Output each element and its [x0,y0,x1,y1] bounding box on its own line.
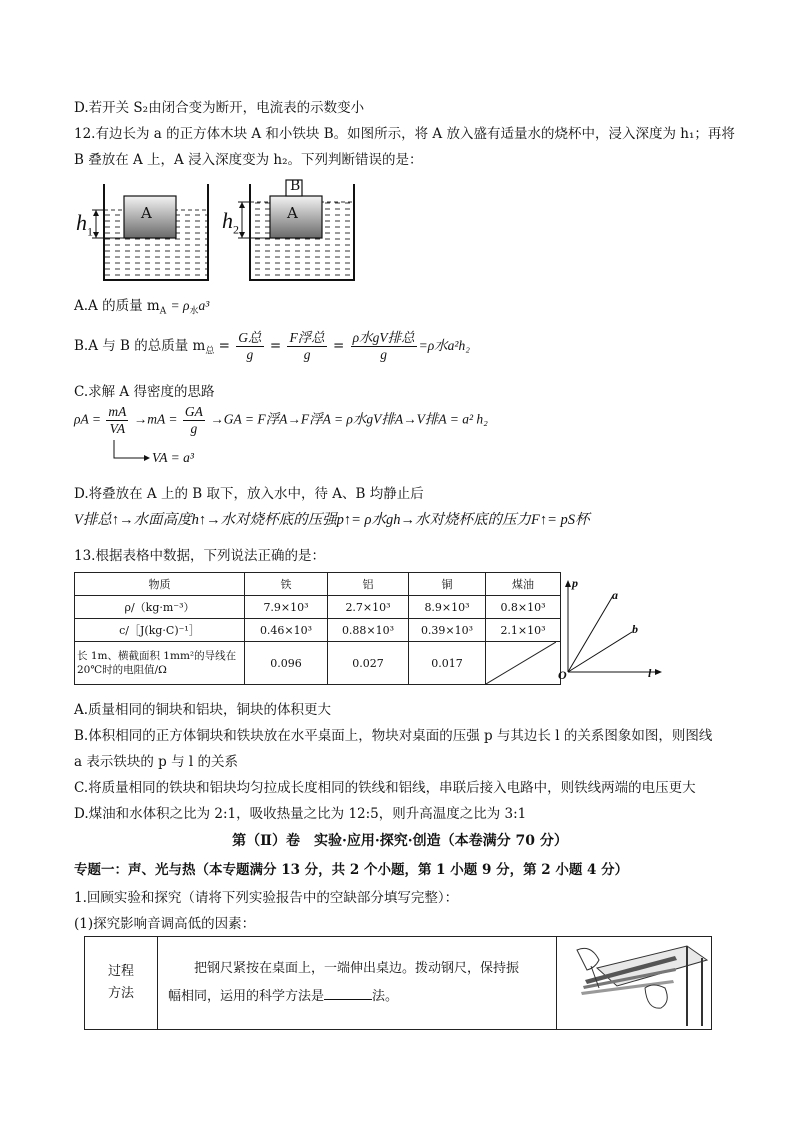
table-row: 长 1m、横截面积 1mm²的导线在 20℃时的电阻值/Ω 0.096 0.027 0.017 [75,642,561,685]
ruler-on-desk-illustration [557,938,711,1028]
line-b [568,632,632,672]
q12-option-a: A.A 的质量 $m_A = \rho_水a^3$ [74,298,210,317]
q13-stem: 13.根据表格中数据，下列说法正确的是： [74,548,325,564]
block-a-left-label: A [141,204,152,222]
q12-stem-line2: B 叠放在 A 上，A 浸入深度变为 h₂。下列判断错误的是： [74,152,423,168]
q13-option-a: A.质量相同的铜块和铝块，铜块的体积更大 [74,702,332,718]
beaker-right [238,180,354,280]
method-text: 把钢尺紧按在桌面上，一端伸出桌边。拨动钢尺，保持振 幅相同，运用的科学方法是 法。 [158,937,557,1030]
q13-option-b-line1: B.体积相同的正方体铜块和铁块放在水平桌面上，物块对桌面的压强 p 与其边长 l 的关系图象如图，则图线 [74,728,713,744]
q12-option-b: B.A 与 B 的总质量 $m_总$ = $\frac{\text{G总}}{g}$ = $\frac{\text{F浮总}}{g}$ = $\frac{\text{ρ水gV排总}}{g}$ =ρ水a²h₂ [74,330,470,362]
graph-origin: O [558,668,567,682]
q12-option-d: D.将叠放在 A 上的 B 取下，放入水中，待 A、B 均静止后 [74,486,424,502]
q11-option-d: D.若开关 S₂由闭合变为断开，电流表的示数变小 [74,100,365,116]
q1-sub1: (1)探究影响音调高低的因素： [74,916,256,932]
table-row [85,937,712,1030]
table-row: 物质 铁 铝 铜 煤油 [75,573,561,596]
q13-option-d: D.煤油和水体积之比为 2:1，吸收热量之比为 12:5，则升高温度之比为 3:1 [74,806,527,822]
empty-cell [486,642,561,685]
method-label: 过程方法 [85,937,158,1030]
answer-blank[interactable] [324,985,372,1000]
q12-option-c-chain: ρA = $\frac{mA}{VA}$ →mA = $\frac{GA}{g}$ →GA = F浮A→F浮A = ρ水gV排A→V排A = a² h₂ [74,404,488,436]
q12-option-d-chain: V排总↑→水面高度h↑→水对烧杯底的压强p↑= ρ水gh→水对烧杯底的压力F↑= pS杯 [74,512,590,528]
q1-stem: 1.回顾实验和探究（请将下列实验报告中的空缺部分填写完整）： [74,890,459,906]
q13-table [74,572,561,685]
block-b-label: B [290,178,301,194]
h1-label: $h_1$ [76,210,93,239]
q13-option-c: C.将质量相同的铁块和铝块均匀拉成长度相同的铁线和铝线，串联后接入电路中，则铁线两端的电压更大 [74,780,696,796]
part2-title: 第（Ⅱ）卷 实验·应用·探究·创造（本卷满分 70 分） [232,833,568,849]
block-a-right-label: A [287,204,298,222]
q12-stem-line1: 12.有边长为 a 的正方体木块 A 和小铁块 B。如图所示，将 A 放入盛有适量水的烧杯中，浸入深度为 h₁；再将 [74,126,735,142]
table-row: ρ/（kg·m⁻³） 7.9×10³ 2.7×10³ 8.9×10³ 0.8×10³ [75,596,561,619]
graph-line-a-label: a [612,588,618,602]
graph-xlabel: l [648,666,652,680]
graph-ylabel: p [572,576,578,590]
topic1-title: 专题一：声、光与热（本专题满分 13 分，共 2 个小题，第 1 小题 9 分，第 2 小题 4 分） [74,862,629,878]
q12-option-c: C.求解 A 得密度的思路 [74,384,215,400]
branch-arrow [112,440,152,464]
graph-line-b-label: b [632,622,638,636]
table-row: c/［J(kg·C)⁻¹］ 0.46×10³ 0.88×10³ 0.39×10³ 2.1×10³ [75,619,561,642]
method-table [84,936,712,1030]
method-image-cell [557,937,712,1030]
q13-option-b-line2: a 表示铁块的 p 与 l 的关系 [74,754,238,770]
h2-label: $h_2$ [222,208,239,237]
line-a [568,594,614,672]
q12-option-c-branch: VA = a³ [152,450,194,465]
diagonal-line [486,642,556,684]
beaker-left [92,184,208,280]
